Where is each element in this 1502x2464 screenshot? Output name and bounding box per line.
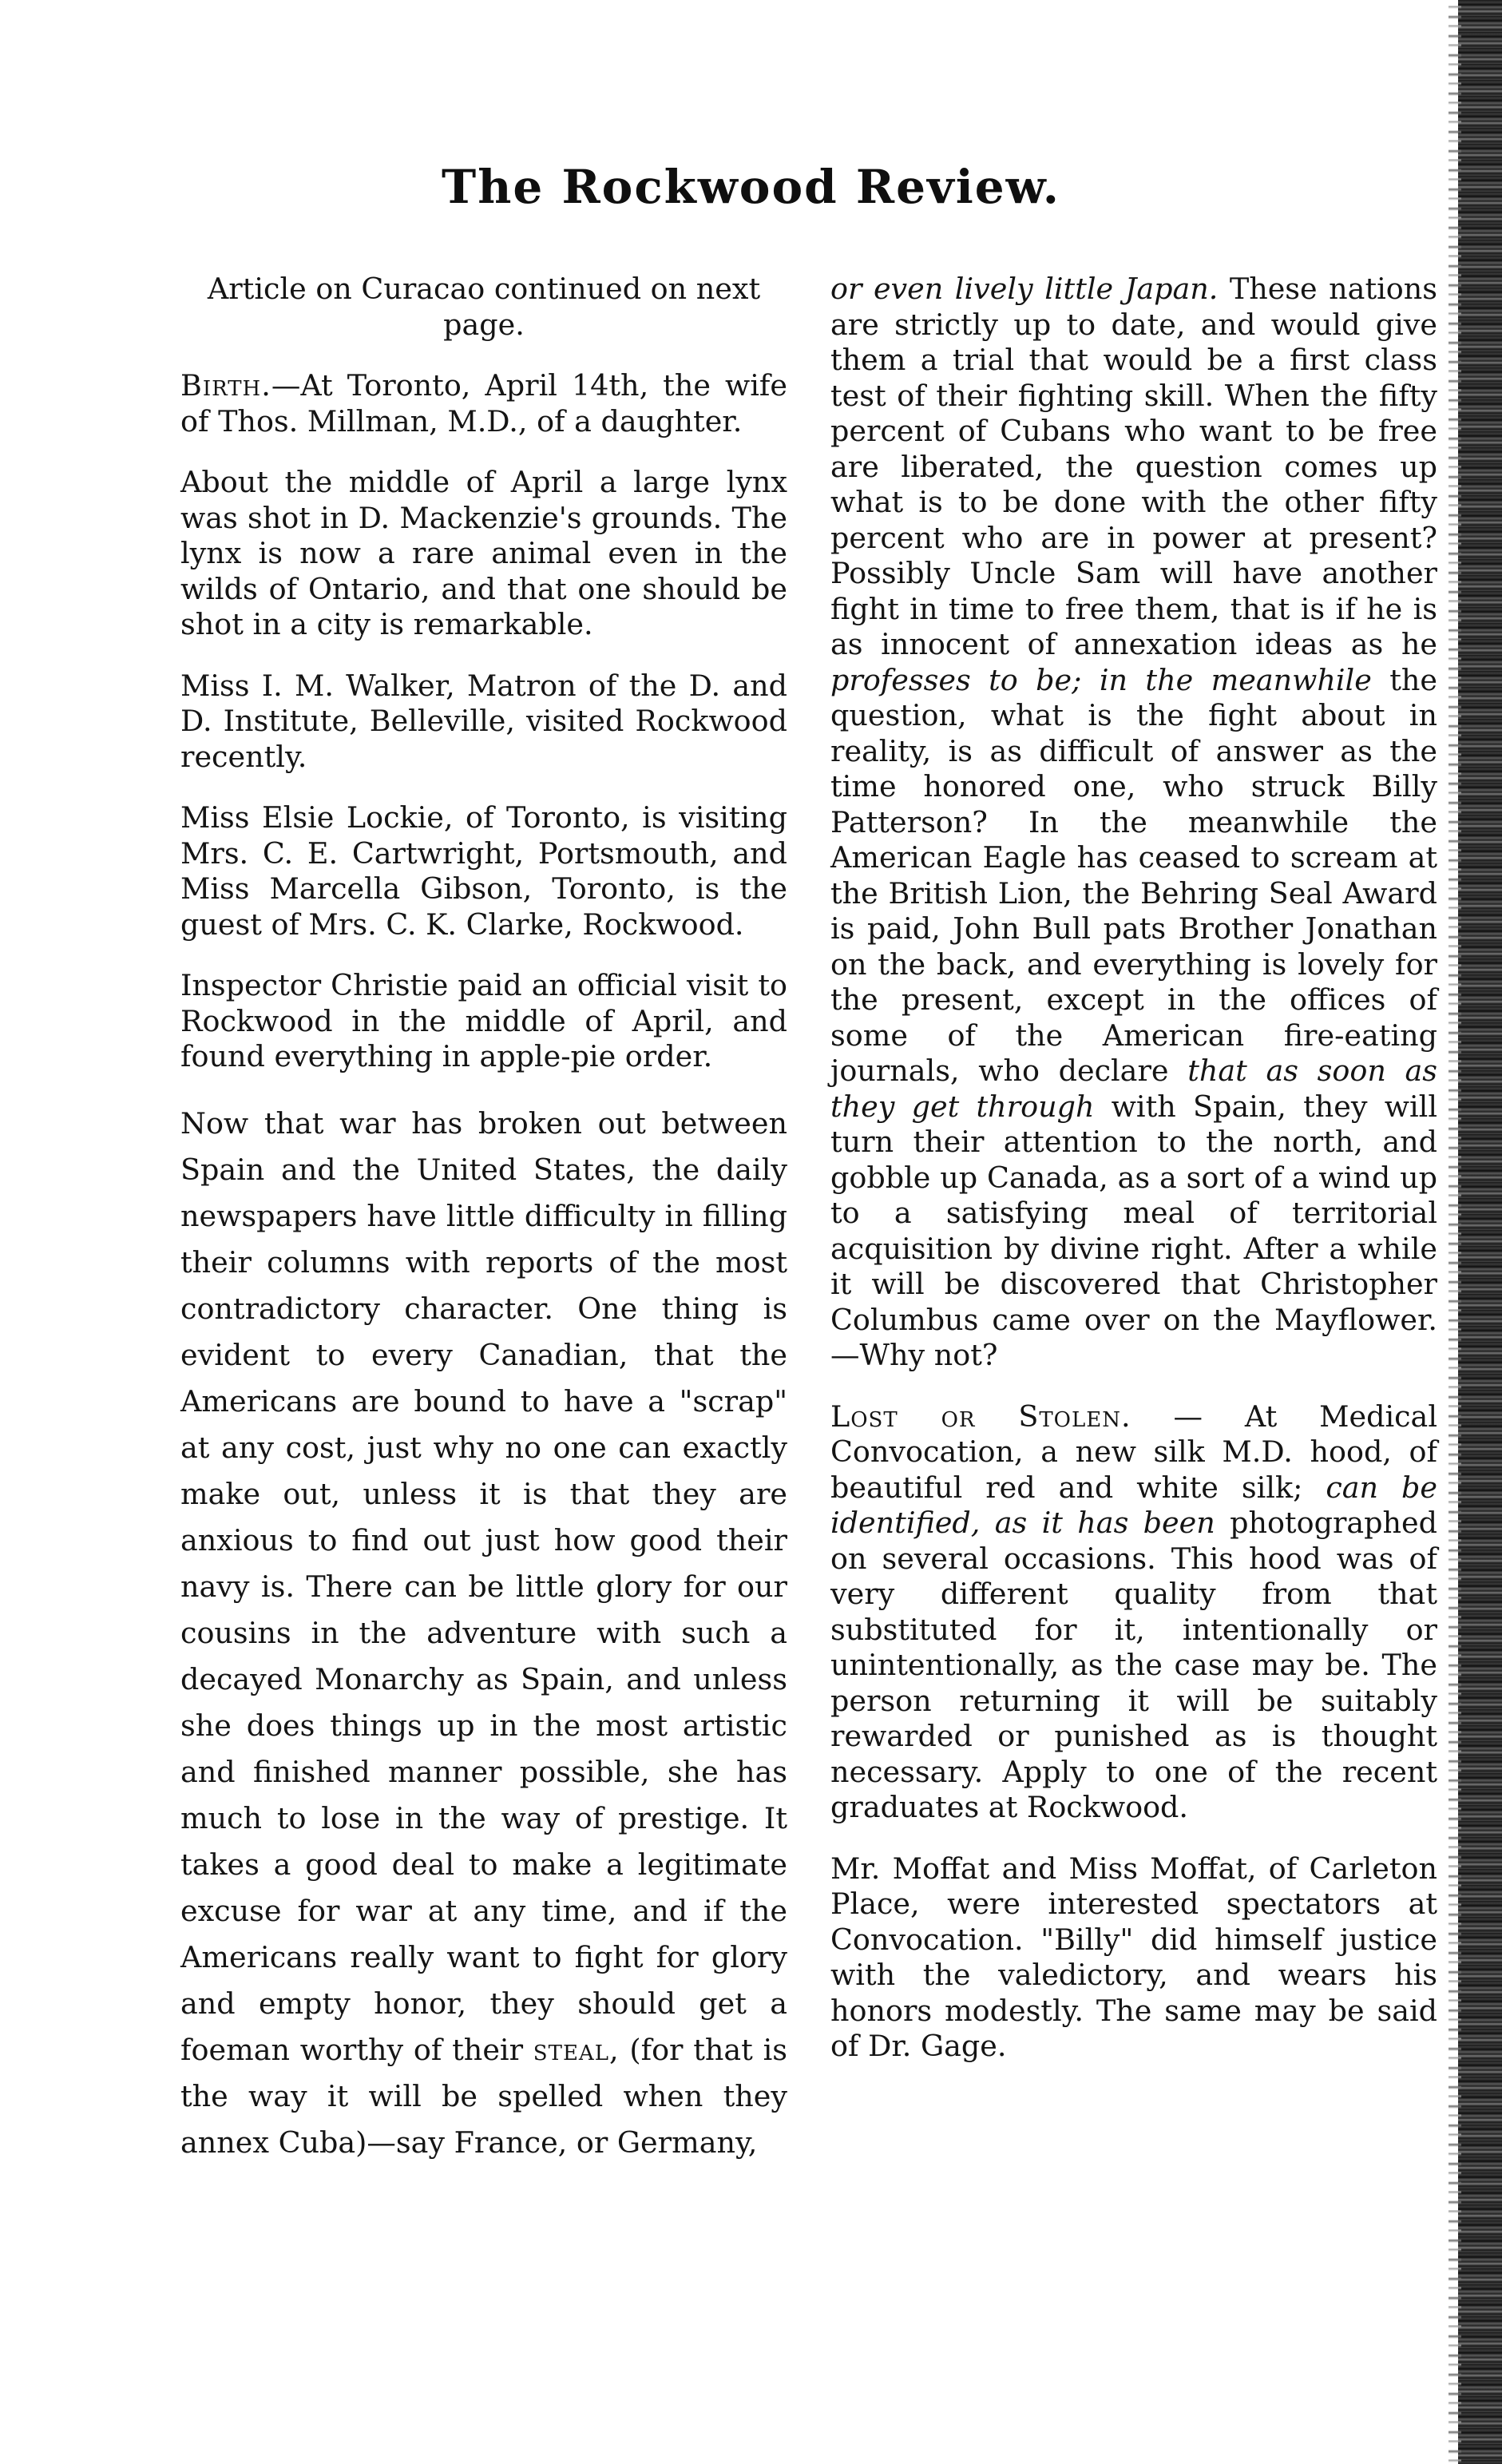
walker-item: Miss I. M. Walker, Matron of the D. and D. Institute, Belleville, visited Rockwood recently. [180,668,787,774]
lost-stolen-notice: Lost or Stolen. — At Medical Convocation, a new silk M.D. hood, of beautiful red and white silk; can be identified, as it has been photographed on several occasions. This hood was of very different quality from that substituted for it, intentionally or unintentionally, as the case may be. The person returning it will be suitably rewarded or punished as is thought necessary. Apply to one of the recent graduates at Rockwood. [830,1399,1437,1824]
right-column [830,272,1437,2090]
birth-label: Birth. [180,368,271,403]
war-article-open: Now that war has broken out between Spain and the United States, the daily newspapers have little difficulty in filling their columns with reports of the most contradictory character. One thing is evident to every Canadian, that the Americans are bound to have a "scrap" at any cost, just why no [180,1105,787,1465]
war-article-body: one can exactly make out, unless it is that they are anxious to find out just how good their navy is. There can be little glory for our cousins in the adventure with such a decayed Monarchy as Spain, and unless she does things up in the most artistic and finished manner possible, she has much to lose in the way of prestige. It takes a good deal to make a legitimate excuse for war at any time, and if the Americans really want to fight for glory and empty honor, they should get a foeman worthy of their steal, (for that is the way it will be spelled when they annex Cuba)—say France, or Germany, [180,1430,787,2160]
lockie-item: Miss Elsie Lockie, of Toronto, is visiting Mrs. C. E. Cartwright, Portsmouth, and Miss Marcella Gibson, Toronto, is the guest of Mrs. C. K. Clarke, Rockwood. [180,800,787,942]
lost-stolen-label: Lost or Stolen. [830,1399,1131,1434]
masthead-title: The Rockwood Review. [442,160,1060,214]
birth-text: —At Toronto, April 14th, the wife of Thos. Millman, M.D., of a daughter. [180,368,787,438]
moffat-item: Mr. Moffat and Miss Moffat, of Carleton Place, were interested spectators at Convocation. "Billy" did himself justice with the valedictory, and wears his honors modestly. The same may be said of Dr. Gage. [830,1851,1437,2063]
war-article [180,1101,787,2166]
lynx-item: About the middle of April a large lynx was shot in D. Mackenzie's grounds. The lynx is now a rare animal even in the wilds of Ontario, and that one should be shot in a city is remarkable. [180,465,787,641]
birth-notice [180,368,787,439]
christie-item: Inspector Christie paid an official visit to Rockwood in the middle of April, and found everything in apple-pie order. [180,968,787,1073]
continued-note: Article on Curacao continued on next page. [207,272,761,342]
steal-word: steal, [533,2032,620,2067]
left-column [180,272,787,2192]
page-edge-border [1458,0,1502,2464]
war-article-continued: or even lively little Japan. These nations are strictly up to date, and would give them a trial that would be a first class test of their fighting skill. When the fifty percent of Cubans who want to be free are liberated, the question comes up what is to be done with the other fifty percent who are in power at present? Possibly Uncle Sam will have another fight in time to free them, that is if he is as innocent of annexation ideas as he professes to be; in the meanwhile the question, what is the fight about in reality, is as difficult of answer as the time honored one, who struck Billy Patterson? In the meanwhile the American Eagle has ceased to scream at the British Lion, the Behring Seal Award is paid, John Bull pats Brother Jonathan on the back, and everything is lovely for the present, except in the offices of some of the American fire-eating journals, who declare that as soon as they get through with Spain, they will turn their attention to the north, and gobble up Canada, as a sort of a wind up to a satisfying meal of territorial acquisition by divine right. After a while it will be discovered that Christopher Columbus came over on the Mayflower.—Why not? [830,272,1437,1372]
